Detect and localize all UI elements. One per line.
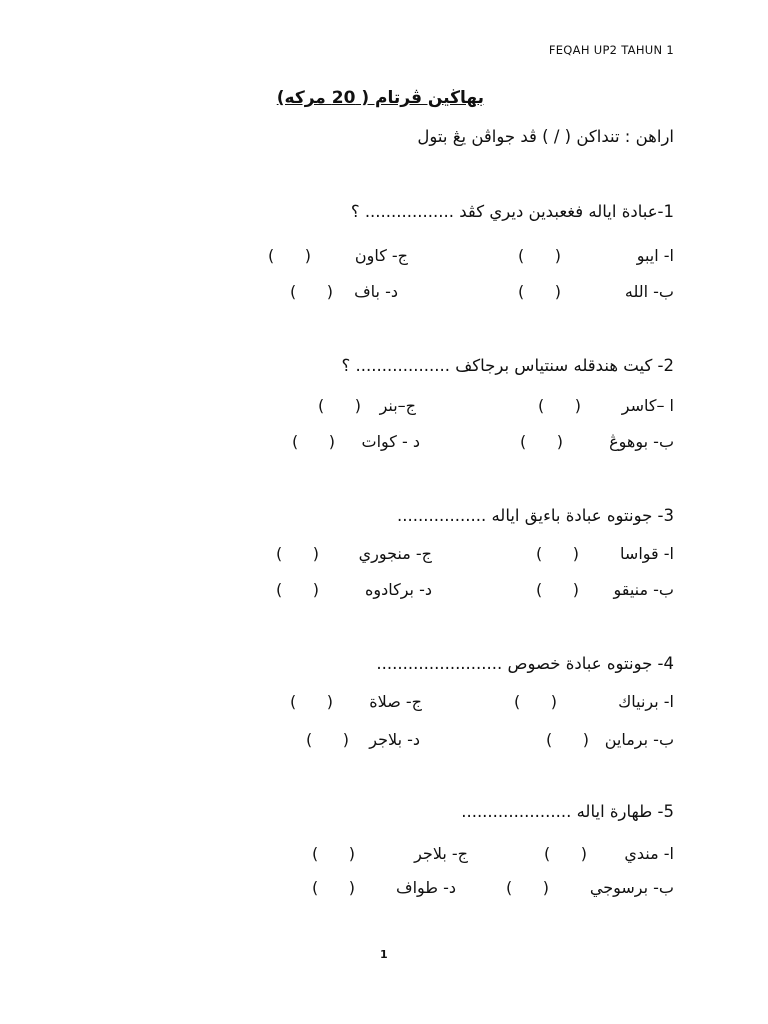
option-a: ا- قواسا xyxy=(620,544,674,563)
option-d: د- بلاجر xyxy=(369,730,420,749)
option-a: ا- ايبو xyxy=(636,246,674,265)
answer-box-d[interactable]: ( ) xyxy=(276,580,319,599)
question-text: 3- جونتوه عبادة باءيق اياله ................. xyxy=(397,506,674,525)
option-d: د- طواف xyxy=(395,878,456,897)
answer-box-b[interactable]: ( ) xyxy=(520,432,563,451)
answer-box-b[interactable]: ( ) xyxy=(518,282,561,301)
option-b: ب- الله xyxy=(624,282,674,301)
option-a: ا- برنياك xyxy=(618,692,674,711)
question-3 xyxy=(0,506,768,616)
answer-box-a[interactable]: ( ) xyxy=(536,544,579,563)
answer-box-a[interactable]: ( ) xyxy=(538,396,581,415)
option-b: ب- بوهوڠ xyxy=(609,432,674,451)
question-text: 2- كيت هندقله سنتياس برجاكف .................. ؟ xyxy=(341,356,674,375)
question-1 xyxy=(0,202,768,312)
option-b: ب- برماين xyxy=(604,730,674,749)
question-2 xyxy=(0,356,768,466)
option-d: د- باف xyxy=(354,282,398,301)
question-text: 5- طهارة اياله ..................... xyxy=(461,802,674,821)
answer-box-a[interactable]: ( ) xyxy=(518,246,561,265)
option-c: ج- صلاة xyxy=(369,692,422,711)
answer-box-d[interactable]: ( ) xyxy=(292,432,335,451)
answer-box-c[interactable]: ( ) xyxy=(268,246,311,265)
instructions: اراهن : تنداكن ( / ) ڤد جواڤن يڠ بتول xyxy=(417,127,674,146)
answer-box-b[interactable]: ( ) xyxy=(546,730,589,749)
option-a: ا –كاسر xyxy=(621,396,674,415)
answer-box-c[interactable]: ( ) xyxy=(276,544,319,563)
question-4 xyxy=(0,654,768,764)
option-a: ا- مندي xyxy=(624,844,674,863)
page-number: 1 xyxy=(380,948,388,961)
option-c: ج–بنر xyxy=(379,396,416,415)
option-d: د- بركادوه xyxy=(365,580,432,599)
answer-box-d[interactable]: ( ) xyxy=(306,730,349,749)
answer-box-b[interactable]: ( ) xyxy=(506,878,549,897)
question-text: 4- جونتوه عبادة خصوص ........................ xyxy=(376,654,674,673)
document-header: FEQAH UP2 TAHUN 1 xyxy=(548,43,674,57)
answer-box-c[interactable]: ( ) xyxy=(318,396,361,415)
question-5 xyxy=(0,802,768,912)
question-text: 1-عبادة اياله فغعبدين ديري كڤد ................. ؟ xyxy=(350,202,674,221)
option-d: د - كوات xyxy=(361,432,420,451)
option-b: ب- برسوجي xyxy=(589,878,674,897)
answer-box-a[interactable]: ( ) xyxy=(544,844,587,863)
section-title: بهاڬين ڤرتام ( 20 مركه) xyxy=(276,88,484,108)
answer-box-c[interactable]: ( ) xyxy=(312,844,355,863)
answer-box-d[interactable]: ( ) xyxy=(312,878,355,897)
option-c: ج- منجوري xyxy=(358,544,432,563)
option-b: ب- منيقو xyxy=(613,580,674,599)
option-c: ج- كاون xyxy=(354,246,408,265)
option-c: ج- بلاجر xyxy=(414,844,468,863)
answer-box-a[interactable]: ( ) xyxy=(514,692,557,711)
answer-box-c[interactable]: ( ) xyxy=(290,692,333,711)
answer-box-d[interactable]: ( ) xyxy=(290,282,333,301)
answer-box-b[interactable]: ( ) xyxy=(536,580,579,599)
